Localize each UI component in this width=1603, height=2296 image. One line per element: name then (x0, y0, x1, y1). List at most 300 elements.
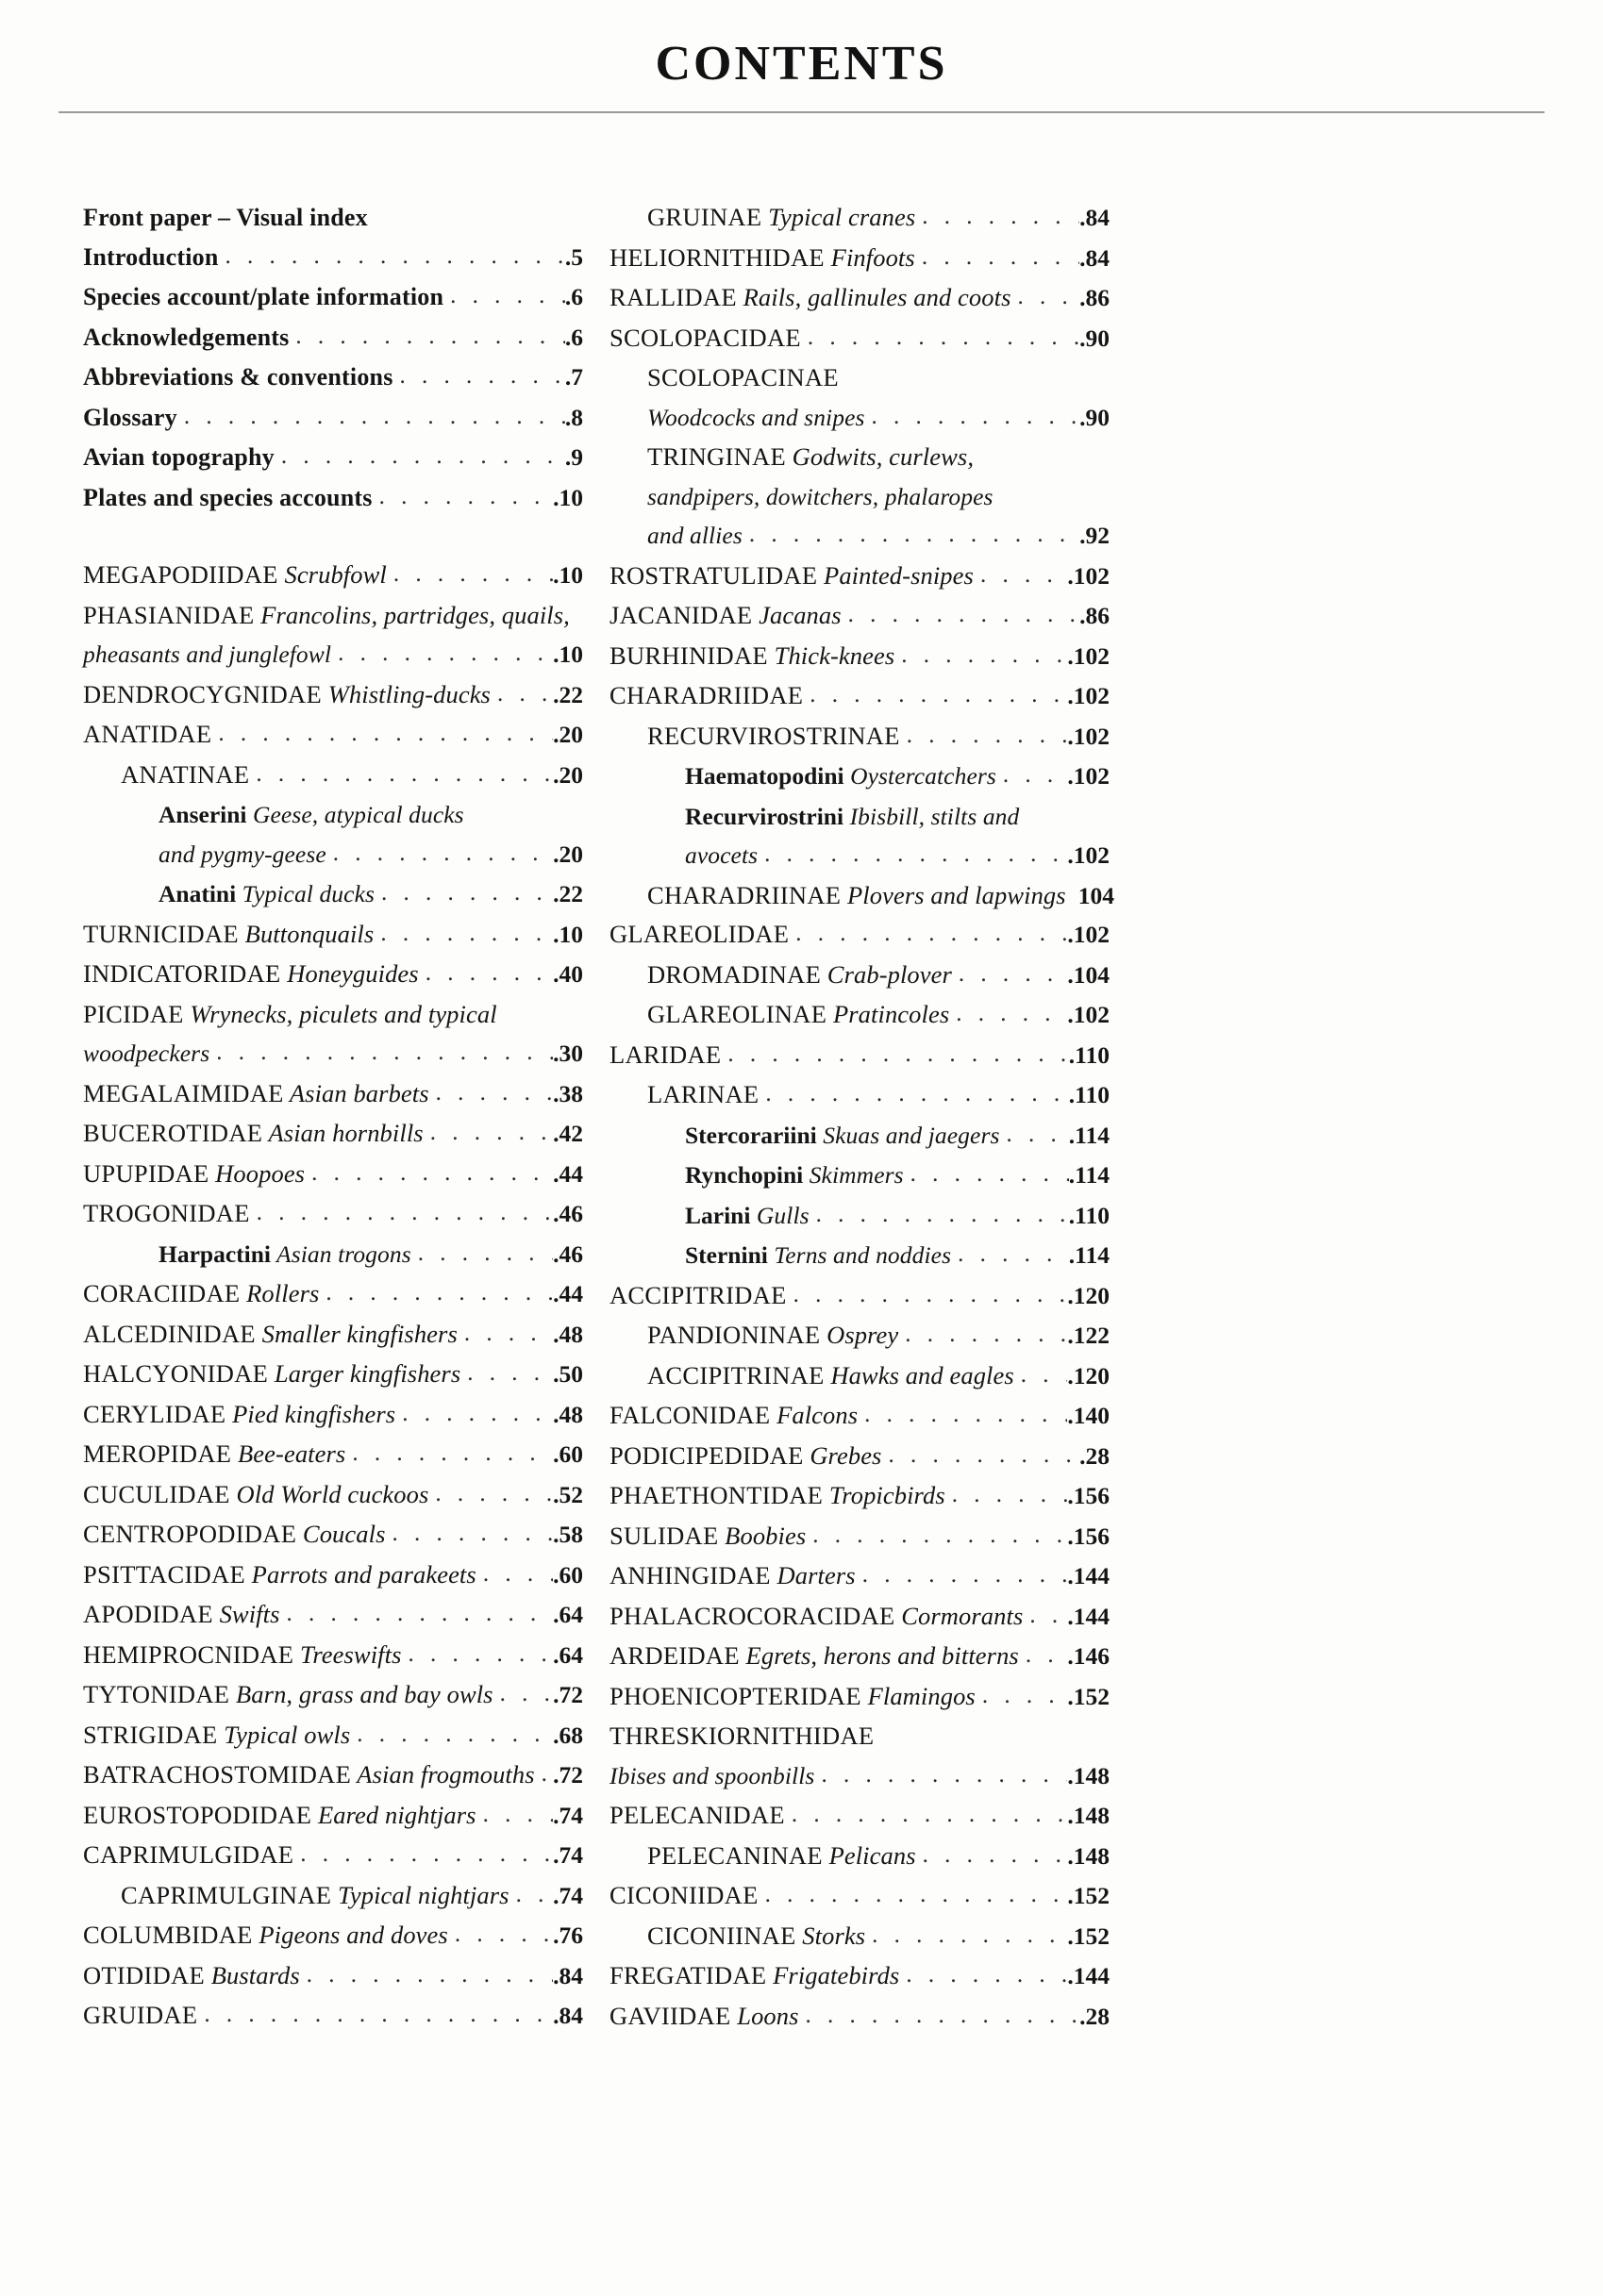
dot-leader (864, 1395, 1067, 1435)
toc-entry-common-name: Hoopoes (209, 1158, 306, 1188)
dot-leader (764, 835, 1067, 874)
page-number: .144 (1067, 1962, 1110, 1989)
page-number: .46 (553, 1240, 583, 1268)
toc-entry[interactable] (609, 1997, 1110, 2038)
toc-entry-common-name: Frigatebirds (766, 1961, 900, 1989)
toc-entry[interactable] (609, 198, 1110, 239)
toc-entry-common-name: Parrots and parakeets (244, 1559, 476, 1589)
toc-entry-label: FREGATIDAE Frigatebirds (609, 1961, 900, 1989)
toc-entry[interactable] (83, 1355, 583, 1395)
page-number: .102 (1067, 1001, 1110, 1028)
toc-entry-common-name: Typical ducks (236, 880, 376, 907)
toc-entry[interactable] (83, 556, 583, 596)
page-number: .86 (1079, 284, 1110, 311)
toc-entry-common-name: Pied kingfishers (225, 1399, 396, 1428)
dot-leader (483, 1555, 553, 1594)
page-number: .102 (1067, 841, 1110, 869)
toc-entry[interactable] (609, 516, 1110, 557)
page-number: .114 (1068, 1161, 1110, 1189)
toc-entry-label: TRINGINAE Godwits, curlews, (647, 442, 975, 471)
dot-leader (1003, 756, 1067, 795)
dot-leader (464, 1314, 553, 1354)
page-number: .148 (1067, 1761, 1110, 1789)
page-number: .60 (553, 1440, 583, 1468)
toc-entry-label: THRESKIORNITHIDAE (609, 1722, 875, 1750)
toc-entry[interactable] (609, 1756, 1110, 1797)
toc-entry-label: and pygmy-geese (159, 840, 326, 868)
toc-entry-label: Glossary (83, 403, 177, 431)
toc-entry[interactable] (83, 1956, 583, 1997)
toc-entry[interactable] (83, 1274, 583, 1315)
toc-entry-common-name: Typical nightjars (331, 1880, 509, 1909)
dot-leader (338, 634, 553, 674)
toc-entry[interactable] (83, 1916, 583, 1956)
toc-entry[interactable] (83, 1114, 583, 1155)
toc-entry-common-name: Loons (730, 2001, 799, 2030)
dot-leader (808, 318, 1079, 358)
toc-entry[interactable] (609, 438, 1110, 477)
page-number: .148 (1067, 1802, 1110, 1829)
page-number: .76 (553, 1922, 583, 1949)
dot-leader (379, 477, 554, 517)
toc-entry-common-name: Larger kingfishers (268, 1359, 461, 1388)
page-number: .72 (553, 1681, 583, 1708)
page-number: .148 (1067, 1841, 1110, 1870)
dot-leader (311, 1154, 553, 1193)
dot-leader (727, 1035, 1068, 1074)
toc-entry[interactable] (609, 1597, 1110, 1638)
toc-entry[interactable] (83, 478, 583, 519)
toc-entry-label: SCOLOPACINAE (647, 363, 839, 391)
page-number: .144 (1067, 1562, 1110, 1589)
dot-leader (888, 1436, 1079, 1475)
toc-entry-label: Sternini Terns and noddies (685, 1241, 952, 1269)
dot-leader (216, 1033, 553, 1073)
toc-entry-common-name: Eared nightjars (311, 1800, 476, 1829)
toc-entry-label: Anserini Geese, atypical ducks (159, 801, 464, 828)
toc-entry-common-name: Bustards (204, 1960, 300, 1989)
dot-leader (483, 1795, 554, 1835)
toc-entry[interactable] (83, 1235, 583, 1275)
toc-entry-common-name: Swifts (212, 1600, 280, 1628)
dot-leader (922, 197, 1079, 237)
toc-entry-common-name: Falcons (770, 1401, 859, 1429)
page-number: .8 (564, 403, 583, 431)
page-number: .20 (553, 721, 583, 748)
toc-entry[interactable] (609, 1075, 1110, 1116)
page-number: .146 (1067, 1642, 1110, 1670)
page-number: .122 (1067, 1322, 1110, 1349)
toc-entry[interactable] (83, 874, 583, 915)
toc-entry-label: FALCONIDAE Falcons (609, 1401, 859, 1429)
dot-leader (952, 1475, 1068, 1515)
toc-entry[interactable] (609, 596, 1110, 637)
toc-entry[interactable] (609, 797, 1110, 837)
toc-entry[interactable] (83, 238, 583, 278)
toc-entry-common-name: Asian hornbills (262, 1119, 424, 1147)
toc-entry[interactable] (83, 1435, 583, 1475)
toc-entry-label: Stercorariini Skuas and jaegers (685, 1121, 1000, 1149)
page-number: .74 (553, 1801, 583, 1829)
page-number: .6 (564, 283, 583, 310)
toc-entry[interactable] (83, 318, 583, 358)
toc-entry[interactable] (609, 398, 1110, 439)
page-number: .92 (1079, 522, 1110, 549)
toc-entry[interactable] (609, 1677, 1110, 1718)
page-number: .90 (1079, 403, 1110, 431)
toc-entry-common-name: Egrets, herons and bitterns (739, 1641, 1019, 1670)
toc-entry[interactable] (609, 1796, 1110, 1837)
toc-entry[interactable] (609, 1917, 1110, 1957)
toc-entry-common-name: Treeswifts (293, 1639, 402, 1669)
toc-entry-label: Abbreviations & conventions (83, 363, 393, 391)
dot-leader (542, 1755, 553, 1794)
toc-entry-label: CORACIIDAE Rollers (83, 1279, 320, 1307)
toc-entry[interactable] (609, 1837, 1110, 1877)
toc-entry[interactable] (83, 756, 583, 796)
toc-entry[interactable] (609, 836, 1110, 876)
toc-entry-common-name: Crab-plover (821, 959, 952, 989)
dot-leader (795, 914, 1067, 954)
toc-entry[interactable] (83, 1675, 583, 1716)
toc-entry-label: Introduction (83, 242, 219, 271)
page-number: .64 (553, 1640, 583, 1669)
dot-leader (352, 1434, 553, 1473)
toc-entry[interactable] (609, 995, 1110, 1036)
toc-entry-label: Front paper – Visual index (83, 204, 368, 231)
dot-leader (872, 1916, 1067, 1955)
page-number: .10 (553, 641, 583, 668)
toc-entry[interactable] (609, 1316, 1110, 1356)
toc-entry-label: Anatini Typical ducks (159, 880, 376, 907)
toc-entry[interactable] (83, 1194, 583, 1235)
toc-entry-common-name: Godwits, curlews, (785, 442, 975, 471)
toc-entry-label: Rynchopini Skimmers (685, 1161, 904, 1189)
page-number: .9 (564, 443, 583, 471)
toc-entry[interactable] (83, 398, 583, 439)
toc-entry-label: CHARADRIINAE Plovers and lapwings (647, 880, 1066, 909)
dot-leader (910, 1155, 1069, 1194)
toc-entry[interactable] (609, 278, 1110, 319)
toc-entry[interactable] (609, 956, 1110, 996)
dot-leader (982, 1676, 1068, 1716)
dot-leader (765, 1074, 1068, 1114)
page-number: .22 (553, 880, 583, 907)
page-number: .90 (1079, 324, 1110, 352)
toc-entry[interactable] (83, 1636, 583, 1676)
toc-entry-common-name: Hawks and eagles (824, 1360, 1014, 1389)
toc-entry-label: ANHINGIDAE Darters (609, 1561, 856, 1589)
page-number: .74 (553, 1841, 583, 1869)
toc-entry-label: GRUIDAE (83, 2001, 198, 2029)
toc-entry-label: INDICATORIDAE Honeyguides (83, 959, 419, 988)
toc-entry[interactable] (83, 1475, 583, 1516)
page-number: .10 (553, 561, 583, 589)
toc-entry-label: GLAREOLIDAE (609, 920, 790, 948)
page-number: .58 (553, 1521, 583, 1548)
dot-leader (923, 1836, 1068, 1875)
toc-entry[interactable] (83, 1836, 583, 1876)
toc-entry[interactable] (83, 995, 583, 1035)
page-number: .28 (1079, 1441, 1110, 1470)
toc-entry[interactable] (83, 1755, 583, 1796)
page-number: .48 (553, 1320, 583, 1348)
toc-entry[interactable] (609, 915, 1110, 956)
page-number: .102 (1067, 682, 1110, 709)
toc-entry-common-name: Pelicans (822, 1840, 916, 1870)
dot-leader (907, 716, 1068, 756)
dot-leader (901, 636, 1067, 675)
toc-entry-label: sandpipers, dowitchers, phalaropes (647, 482, 994, 510)
dot-leader (326, 1273, 553, 1313)
toc-entry-common-name: Scrubfowl (277, 560, 387, 589)
toc-entry-label: pheasants and junglefowl (83, 641, 332, 668)
toc-entry-label: BATRACHOSTOMIDAE Asian frogmouths (83, 1760, 535, 1789)
dot-leader (467, 1354, 553, 1393)
toc-entry-common-name: Flamingos (860, 1681, 976, 1710)
page-number: .28 (1079, 2002, 1110, 2030)
toc-entry-label: Avian topography (83, 443, 275, 471)
toc-entry-label: GLAREOLINAE Pratincoles (647, 1000, 950, 1028)
toc-entry[interactable] (609, 676, 1110, 717)
page-number: .46 (553, 1200, 583, 1227)
toc-entry-label: ANATIDAE (83, 720, 212, 748)
toc-entry-label: CERYLIDAE Pied kingfishers (83, 1399, 396, 1428)
toc-entry[interactable] (609, 1116, 1110, 1156)
dot-leader (307, 1955, 553, 1995)
page-number: .20 (553, 840, 583, 868)
page-number: .42 (553, 1120, 583, 1147)
page-number: .48 (553, 1400, 583, 1428)
toc-entry-label: PHALACROCORACIDAE Cormorants (609, 1601, 1024, 1630)
dot-leader (906, 1955, 1067, 1995)
toc-entry-label: UPUPIDAE Hoopoes (83, 1158, 306, 1188)
toc-entry-common-name: Pratincoles (827, 1000, 950, 1028)
page-number: .102 (1067, 722, 1110, 750)
toc-entry-common-name: Coucals (296, 1520, 386, 1548)
toc-entry[interactable] (83, 1034, 583, 1074)
toc-entry[interactable] (83, 1515, 583, 1556)
page-number: .156 (1067, 1522, 1110, 1550)
toc-entry-common-name: Barn, grass and bay owls (229, 1680, 493, 1708)
toc-entry-label: TURNICIDAE Buttonquails (83, 919, 375, 948)
toc-entry-common-name: Skuas and jaegers (816, 1121, 1000, 1149)
toc-entry-common-name: Typical cranes (761, 203, 916, 231)
dot-leader (380, 914, 553, 954)
toc-entry[interactable] (609, 1437, 1110, 1477)
toc-entry-common-name: Cormorants (894, 1601, 1024, 1630)
toc-entry-label: GAVIIDAE Loons (609, 2001, 799, 2030)
dot-leader (816, 1195, 1069, 1235)
dot-leader (792, 1795, 1068, 1835)
page-number: .22 (553, 680, 583, 708)
toc-entry-label: Harpactini Asian trogons (159, 1240, 411, 1268)
toc-entry-common-name: Osprey (820, 1321, 899, 1349)
toc-entry-label: PODICIPEDIDAE Grebes (609, 1440, 882, 1470)
toc-entry[interactable] (83, 1155, 583, 1195)
toc-entry[interactable] (83, 1996, 583, 2037)
toc-entry[interactable] (609, 1356, 1110, 1397)
toc-entry[interactable] (609, 1876, 1110, 1917)
toc-entry-common-name: Honeyguides (280, 959, 419, 988)
toc-entry-label: PHAETHONTIDAE Tropicbirds (609, 1481, 945, 1509)
dot-leader (409, 1635, 554, 1674)
toc-entry[interactable] (609, 319, 1110, 359)
page-number: .44 (553, 1280, 583, 1307)
toc-entry[interactable] (83, 1876, 583, 1917)
toc-entry-label: COLUMBIDAE Pigeons and doves (83, 1921, 448, 1949)
title-divider (58, 111, 1545, 113)
page-number: .84 (553, 1961, 583, 1989)
toc-entry-common-name: Boobies (718, 1521, 807, 1550)
toc-entry-label: TYTONIDAE Barn, grass and bay owls (83, 1680, 493, 1708)
toc-entry[interactable] (609, 637, 1110, 677)
toc-entry-label: PHASIANIDAE Francolins, partridges, quails, (83, 600, 570, 629)
toc-entry-label: Haematopodini Oystercatchers (685, 762, 996, 790)
toc-entry-label: woodpeckers (83, 1040, 210, 1067)
toc-entry[interactable] (609, 1517, 1110, 1557)
toc-entry-label: PHOENICOPTERIDAE Flamingos (609, 1681, 976, 1710)
toc-entry-common-name: Pigeons and doves (252, 1921, 448, 1949)
dot-leader (958, 1235, 1069, 1274)
toc-entry[interactable] (609, 1476, 1110, 1517)
toc-entry-label: DENDROCYGNIDAE Whistling-ducks (83, 679, 491, 708)
toc-entry-label: CHARADRIIDAE (609, 681, 804, 709)
page-number: .68 (553, 1721, 583, 1749)
toc-entry-label: HEMIPROCNIDAE Treeswifts (83, 1639, 402, 1669)
toc-entry[interactable] (83, 596, 583, 636)
toc-entry[interactable] (83, 198, 583, 238)
page-number: .60 (553, 1560, 583, 1589)
page-number: .114 (1068, 1121, 1110, 1149)
toc-entry[interactable] (83, 277, 583, 318)
toc-entry[interactable] (609, 757, 1110, 797)
toc-entry[interactable] (83, 1556, 583, 1596)
dot-leader (218, 714, 553, 754)
toc-entry-label: DROMADINAE Crab-plover (647, 959, 952, 989)
page-number: .30 (553, 1040, 583, 1067)
toc-entry[interactable] (83, 358, 583, 398)
page-number: .64 (553, 1601, 583, 1628)
toc-entry[interactable] (83, 955, 583, 995)
toc-entry-common-name: Asian frogmouths (351, 1760, 535, 1789)
toc-entry-label: PELECANINAE Pelicans (647, 1840, 916, 1870)
toc-entry[interactable] (609, 358, 1110, 398)
toc-entry[interactable] (609, 477, 1110, 517)
toc-entry[interactable] (83, 1796, 583, 1837)
toc-entry-common-name: Grebes (803, 1440, 882, 1470)
toc-entry-label: PICIDAE Wrynecks, piculets and typical (83, 999, 497, 1028)
page-number: .50 (553, 1360, 583, 1388)
dot-leader (300, 1835, 553, 1874)
toc-entry-label: PELECANIDAE (609, 1801, 785, 1829)
page-number: .20 (553, 760, 583, 789)
page-number: .140 (1067, 1402, 1110, 1429)
toc-entry-label: OTIDIDAE Bustards (83, 1960, 300, 1989)
toc-entry-label: ARDEIDAE Egrets, herons and bitterns (609, 1641, 1019, 1670)
dot-leader (905, 1315, 1067, 1355)
toc-entry[interactable] (83, 1595, 583, 1636)
toc-entry[interactable] (609, 1637, 1110, 1677)
dot-leader (497, 674, 553, 714)
toc-entry[interactable] (609, 1956, 1110, 1997)
dot-leader (381, 873, 553, 913)
toc-entry[interactable] (609, 1556, 1110, 1597)
page-number: .110 (1068, 1201, 1110, 1229)
toc-entry-label: SULIDAE Boobies (609, 1521, 807, 1550)
toc-entry[interactable] (609, 717, 1110, 757)
dot-leader (455, 1915, 553, 1955)
toc-entry-common-name: Typical owls (217, 1720, 351, 1749)
dot-leader (392, 1514, 554, 1554)
dot-leader (426, 954, 553, 993)
toc-entry[interactable] (83, 915, 583, 956)
page-number: .144 (1067, 1602, 1110, 1630)
toc-entry[interactable] (83, 635, 583, 675)
toc-entry[interactable] (609, 1276, 1110, 1317)
page-number: .110 (1068, 1040, 1110, 1069)
toc-entry-common-name: Storks (795, 1921, 866, 1950)
toc-entry[interactable] (609, 1396, 1110, 1437)
toc-entry[interactable] (609, 1196, 1110, 1237)
toc-entry-common-name: Buttonquails (238, 919, 375, 948)
toc-entry-common-name: Plovers and lapwings (841, 880, 1066, 909)
dot-leader (402, 1394, 553, 1434)
toc-column-right (609, 198, 1114, 2037)
toc-entry-label: LARIDAE (609, 1040, 722, 1069)
toc-entry-label: TROGONIDAE (83, 1199, 250, 1227)
toc-entry[interactable] (609, 239, 1110, 279)
toc-entry-common-name: Terns and noddies (767, 1241, 952, 1269)
dot-leader (393, 555, 553, 594)
toc-entry[interactable] (609, 1156, 1110, 1196)
toc-entry[interactable] (609, 1036, 1110, 1076)
toc-entry[interactable] (609, 557, 1110, 597)
page-number: .120 (1067, 1361, 1110, 1389)
toc-entry[interactable] (83, 1716, 583, 1756)
toc-entry-common-name: Old World cuckoos (229, 1479, 429, 1508)
toc-entry[interactable] (83, 438, 583, 478)
dot-leader (418, 1234, 553, 1273)
dot-leader (959, 955, 1067, 994)
page-number: .72 (553, 1761, 583, 1789)
page-number: .156 (1067, 1482, 1110, 1509)
toc-entry-label: Species account/plate information (83, 283, 444, 310)
toc-entry-label: BUCEROTIDAE Asian hornbills (83, 1119, 424, 1147)
toc-entry[interactable] (83, 1074, 583, 1115)
toc-entry[interactable] (609, 1236, 1110, 1276)
toc-entry[interactable] (83, 795, 583, 835)
page-number: .102 (1067, 762, 1110, 790)
toc-entry[interactable] (83, 1395, 583, 1436)
toc-entry-label: Recurvirostrini Ibisbill, stilts and (685, 802, 1020, 830)
toc-entry-common-name: Ibisbill, stilts and (843, 802, 1020, 830)
toc-entry-label: ALCEDINIDAE Smaller kingfishers (83, 1319, 458, 1348)
toc-entry[interactable] (83, 1315, 583, 1356)
dot-leader (1021, 1356, 1068, 1395)
toc-entry[interactable] (83, 675, 583, 716)
toc-entry[interactable] (83, 715, 583, 756)
toc-entry-label: Woodcocks and snipes (647, 403, 865, 431)
dot-leader (295, 317, 564, 357)
dot-leader (848, 595, 1079, 635)
dot-leader (1029, 1596, 1067, 1636)
toc-entry[interactable] (83, 835, 583, 875)
toc-entry[interactable] (609, 1717, 1110, 1756)
section-spacer (83, 518, 583, 556)
toc-entry-label: ANATINAE (121, 759, 250, 789)
toc-entry[interactable] (609, 876, 1114, 916)
